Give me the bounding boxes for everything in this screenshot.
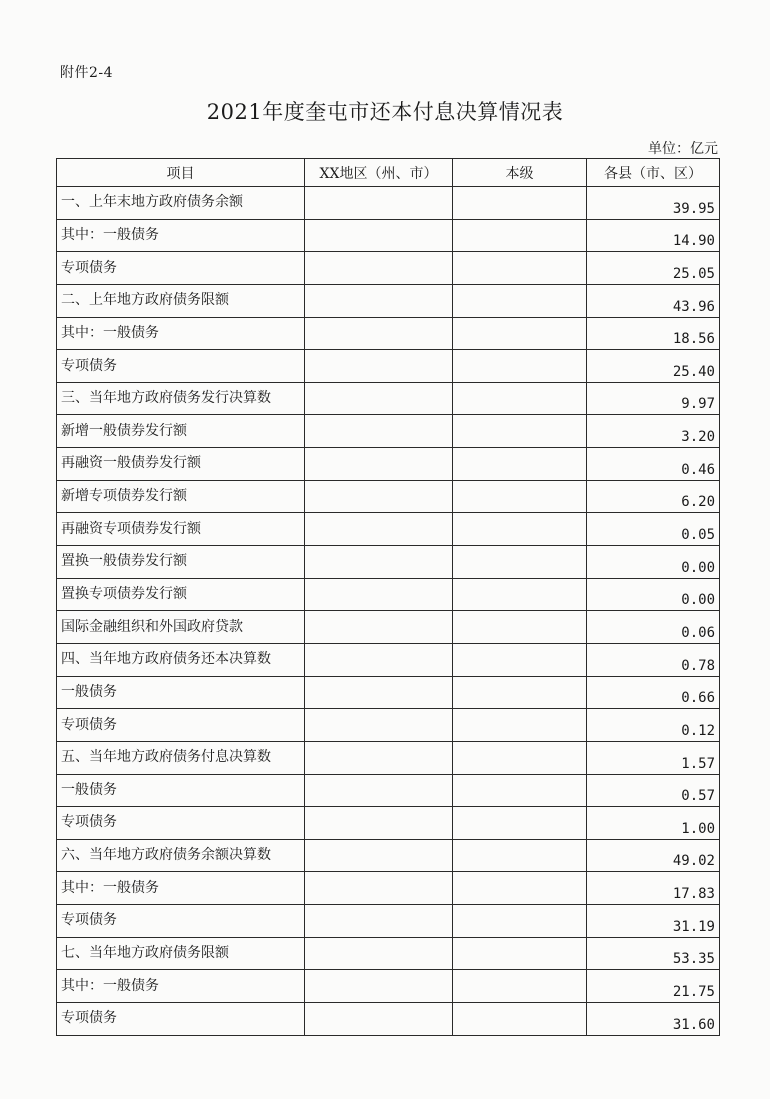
table-row [57, 350, 720, 383]
row-county-value: 0.00 [587, 578, 720, 611]
row-local-value [453, 807, 587, 840]
row-county-value: 39.95 [587, 187, 720, 220]
row-local-value [453, 970, 587, 1003]
row-region-value [305, 448, 453, 481]
row-local-value [453, 709, 587, 742]
table-row [57, 905, 720, 938]
row-county-value: 0.78 [587, 643, 720, 676]
row-local-value [453, 513, 587, 546]
row-local-value [453, 872, 587, 905]
row-item-label: 一般债务 [57, 774, 305, 807]
column-header-local: 本级 [453, 159, 587, 187]
row-county-value: 17.83 [587, 872, 720, 905]
row-region-value [305, 741, 453, 774]
row-local-value [453, 741, 587, 774]
table-row [57, 643, 720, 676]
table-row [57, 709, 720, 742]
row-region-value [305, 709, 453, 742]
unit-label: 单位：亿元 [648, 141, 718, 157]
row-item-label: 一、上年末地方政府债务余额 [57, 187, 305, 220]
row-item-label: 专项债务 [57, 350, 305, 383]
row-item-label: 二、上年地方政府债务限额 [57, 284, 305, 317]
row-region-value [305, 1003, 453, 1036]
row-region-value [305, 546, 453, 579]
row-county-value: 25.05 [587, 252, 720, 285]
row-county-value: 49.02 [587, 839, 720, 872]
table-header-row [57, 159, 720, 187]
row-local-value [453, 350, 587, 383]
table-row [57, 546, 720, 579]
row-county-value: 6.20 [587, 480, 720, 513]
row-county-value: 25.40 [587, 350, 720, 383]
row-local-value [453, 546, 587, 579]
row-region-value [305, 219, 453, 252]
column-header-county: 各县（市、区） [587, 159, 720, 187]
row-local-value [453, 480, 587, 513]
row-county-value: 0.66 [587, 676, 720, 709]
table-row [57, 970, 720, 1003]
table-row [57, 1003, 720, 1036]
row-item-label: 新增一般债券发行额 [57, 415, 305, 448]
row-region-value [305, 937, 453, 970]
row-region-value [305, 480, 453, 513]
table-row [57, 448, 720, 481]
table-row [57, 513, 720, 546]
table-row [57, 611, 720, 644]
row-item-label: 五、当年地方政府债务付息决算数 [57, 741, 305, 774]
row-item-label: 专项债务 [57, 905, 305, 938]
row-local-value [453, 187, 587, 220]
table-row [57, 839, 720, 872]
column-header-region: XX地区（州、市） [305, 159, 453, 187]
table-row [57, 415, 720, 448]
row-county-value: 31.19 [587, 905, 720, 938]
table-row [57, 252, 720, 285]
row-item-label: 专项债务 [57, 709, 305, 742]
row-region-value [305, 350, 453, 383]
row-item-label: 其中：一般债务 [57, 872, 305, 905]
row-item-label: 再融资一般债券发行额 [57, 448, 305, 481]
row-local-value [453, 676, 587, 709]
table-row [57, 937, 720, 970]
row-county-value: 14.90 [587, 219, 720, 252]
row-county-value: 53.35 [587, 937, 720, 970]
row-county-value: 0.06 [587, 611, 720, 644]
table-row [57, 578, 720, 611]
row-region-value [305, 284, 453, 317]
row-county-value: 31.60 [587, 1003, 720, 1036]
row-region-value [305, 807, 453, 840]
row-county-value: 43.96 [587, 284, 720, 317]
table-row [57, 872, 720, 905]
debt-table [56, 158, 720, 1036]
table-row [57, 741, 720, 774]
row-item-label: 专项债务 [57, 1003, 305, 1036]
row-local-value [453, 578, 587, 611]
row-local-value [453, 317, 587, 350]
row-region-value [305, 382, 453, 415]
row-item-label: 其中：一般债务 [57, 219, 305, 252]
table-row [57, 480, 720, 513]
row-item-label: 新增专项债券发行额 [57, 480, 305, 513]
table-row [57, 382, 720, 415]
row-region-value [305, 905, 453, 938]
row-local-value [453, 774, 587, 807]
row-region-value [305, 317, 453, 350]
row-region-value [305, 774, 453, 807]
row-county-value: 21.75 [587, 970, 720, 1003]
row-local-value [453, 643, 587, 676]
table-row [57, 676, 720, 709]
row-item-label: 置换一般债券发行额 [57, 546, 305, 579]
column-header-item: 项目 [57, 159, 305, 187]
row-local-value [453, 937, 587, 970]
row-county-value: 3.20 [587, 415, 720, 448]
row-region-value [305, 970, 453, 1003]
row-region-value [305, 415, 453, 448]
row-region-value [305, 872, 453, 905]
attachment-number: 附件2-4 [60, 65, 114, 81]
row-item-label: 一般债务 [57, 676, 305, 709]
row-item-label: 其中：一般债务 [57, 317, 305, 350]
row-item-label: 其中：一般债务 [57, 970, 305, 1003]
table-row [57, 317, 720, 350]
row-item-label: 专项债务 [57, 252, 305, 285]
row-county-value: 0.05 [587, 513, 720, 546]
row-local-value [453, 839, 587, 872]
table-row [57, 284, 720, 317]
row-county-value: 0.12 [587, 709, 720, 742]
row-local-value [453, 382, 587, 415]
row-item-label: 三、当年地方政府债务发行决算数 [57, 382, 305, 415]
row-local-value [453, 1003, 587, 1036]
row-region-value [305, 252, 453, 285]
row-region-value [305, 676, 453, 709]
table-row [57, 807, 720, 840]
row-region-value [305, 187, 453, 220]
row-county-value: 18.56 [587, 317, 720, 350]
row-local-value [453, 415, 587, 448]
row-item-label: 四、当年地方政府债务还本决算数 [57, 643, 305, 676]
row-local-value [453, 448, 587, 481]
row-item-label: 再融资专项债券发行额 [57, 513, 305, 546]
row-local-value [453, 611, 587, 644]
row-item-label: 七、当年地方政府债务限额 [57, 937, 305, 970]
row-region-value [305, 611, 453, 644]
row-item-label: 置换专项债券发行额 [57, 578, 305, 611]
row-county-value: 1.00 [587, 807, 720, 840]
row-local-value [453, 905, 587, 938]
row-item-label: 六、当年地方政府债务余额决算数 [57, 839, 305, 872]
row-local-value [453, 284, 587, 317]
page-title: 2021年度奎屯市还本付息决算情况表 [206, 100, 564, 124]
row-region-value [305, 578, 453, 611]
row-county-value: 1.57 [587, 741, 720, 774]
row-region-value [305, 839, 453, 872]
row-item-label: 专项债务 [57, 807, 305, 840]
row-local-value [453, 219, 587, 252]
table-row [57, 774, 720, 807]
row-county-value: 0.57 [587, 774, 720, 807]
row-item-label: 国际金融组织和外国政府贷款 [57, 611, 305, 644]
row-county-value: 9.97 [587, 382, 720, 415]
table-row [57, 219, 720, 252]
row-region-value [305, 643, 453, 676]
row-county-value: 0.00 [587, 546, 720, 579]
row-local-value [453, 252, 587, 285]
row-region-value [305, 513, 453, 546]
table-row [57, 187, 720, 220]
row-county-value: 0.46 [587, 448, 720, 481]
